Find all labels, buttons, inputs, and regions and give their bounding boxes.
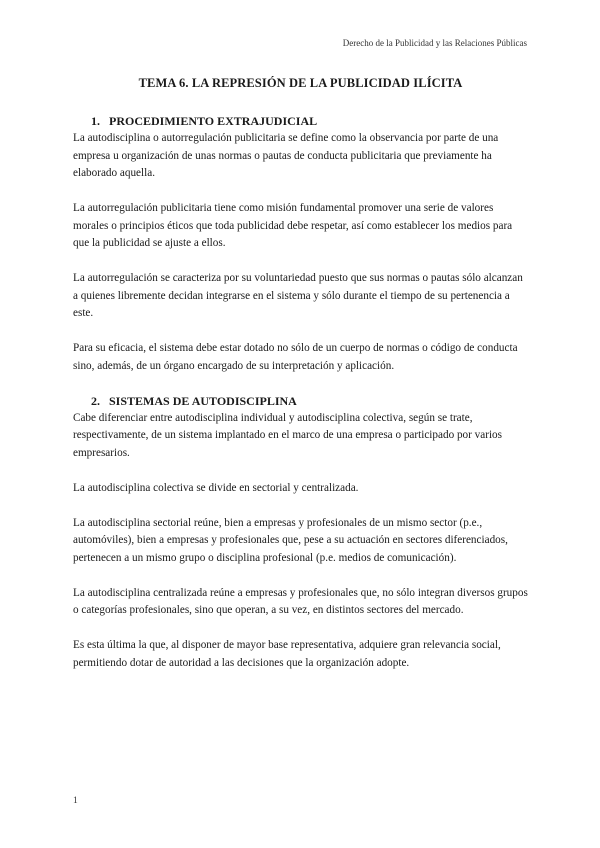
section-number: 1. — [91, 114, 100, 128]
paragraph: Cabe diferenciar entre autodisciplina individual y autodisciplina colectiva, según se trate, respectivamente, de un sistema implantado en el marco de una empresa o participado por varios empresarios. — [73, 411, 503, 459]
paragraph: La autorregulación publicitaria tiene como misión fundamental promover una serie de valores morales o principios éticos que toda publicidad debe respetar, así como establecer los medios para que la publicidad se ajuste a ellos. — [73, 202, 513, 249]
paragraph: La autodisciplina sectorial reúne, bien a empresas y profesionales de un mismo sector (p.e., automóviles), bien a empresas y profesionales que, pese a su actuación en sectores diferenciados, pertenecen a un mismo grupo o disciplina profesional (p.e. medios de comunicación). — [73, 516, 508, 564]
section-heading — [73, 393, 528, 410]
section-number: 2. — [91, 393, 100, 408]
paragraph: La autodisciplina colectiva se divide en sectorial y centralizada. — [73, 481, 359, 494]
paragraph: Es esta última la que, al disponer de mayor base representativa, adquiere gran relevancia social, permitiendo dotar de autoridad a las decisiones que la organización adopte. — [73, 639, 501, 669]
section-heading — [73, 113, 528, 130]
page-number: 1 — [73, 796, 78, 806]
document-body — [73, 76, 528, 690]
section-title: SISTEMAS DE AUTODISCIPLINA — [109, 393, 297, 408]
section-title: PROCEDIMIENTO EXTRAJUDICIAL — [109, 114, 318, 128]
section-procedimiento-extrajudicial — [73, 113, 528, 375]
paragraph: La autodisciplina o autorregulación publicitaria se define como la observancia por parte de una empresa u organización de unas normas o pautas de conducta publicitaria que previamente ha elaborado aquella. — [73, 132, 499, 179]
document-title: TEMA 6. LA REPRESIÓN DE LA PUBLICIDAD ILÍCITA — [138, 76, 463, 90]
section-sistemas-de-autodisciplina — [73, 393, 528, 673]
running-header: Derecho de la Publicidad y las Relaciones Públicas — [342, 38, 527, 48]
paragraph: La autodisciplina centralizada reúne a empresas y profesionales que, no sólo integran diversos grupos o categorías profesionales, sino que operan, a su vez, en distintos sectores del mercado. — [73, 586, 528, 616]
paragraph: Para su eficacia, el sistema debe estar dotado no sólo de un cuerpo de normas o código de conducta sino, además, de un órgano encargado de su interpretación y aplicación. — [73, 342, 518, 372]
paragraph: La autorregulación se caracteriza por su voluntariedad puesto que sus normas o pautas sólo alcanzan a quienes libremente decidan integrarse en el sistema y sólo durante el tiempo de su pertenencia a este. — [73, 272, 523, 319]
